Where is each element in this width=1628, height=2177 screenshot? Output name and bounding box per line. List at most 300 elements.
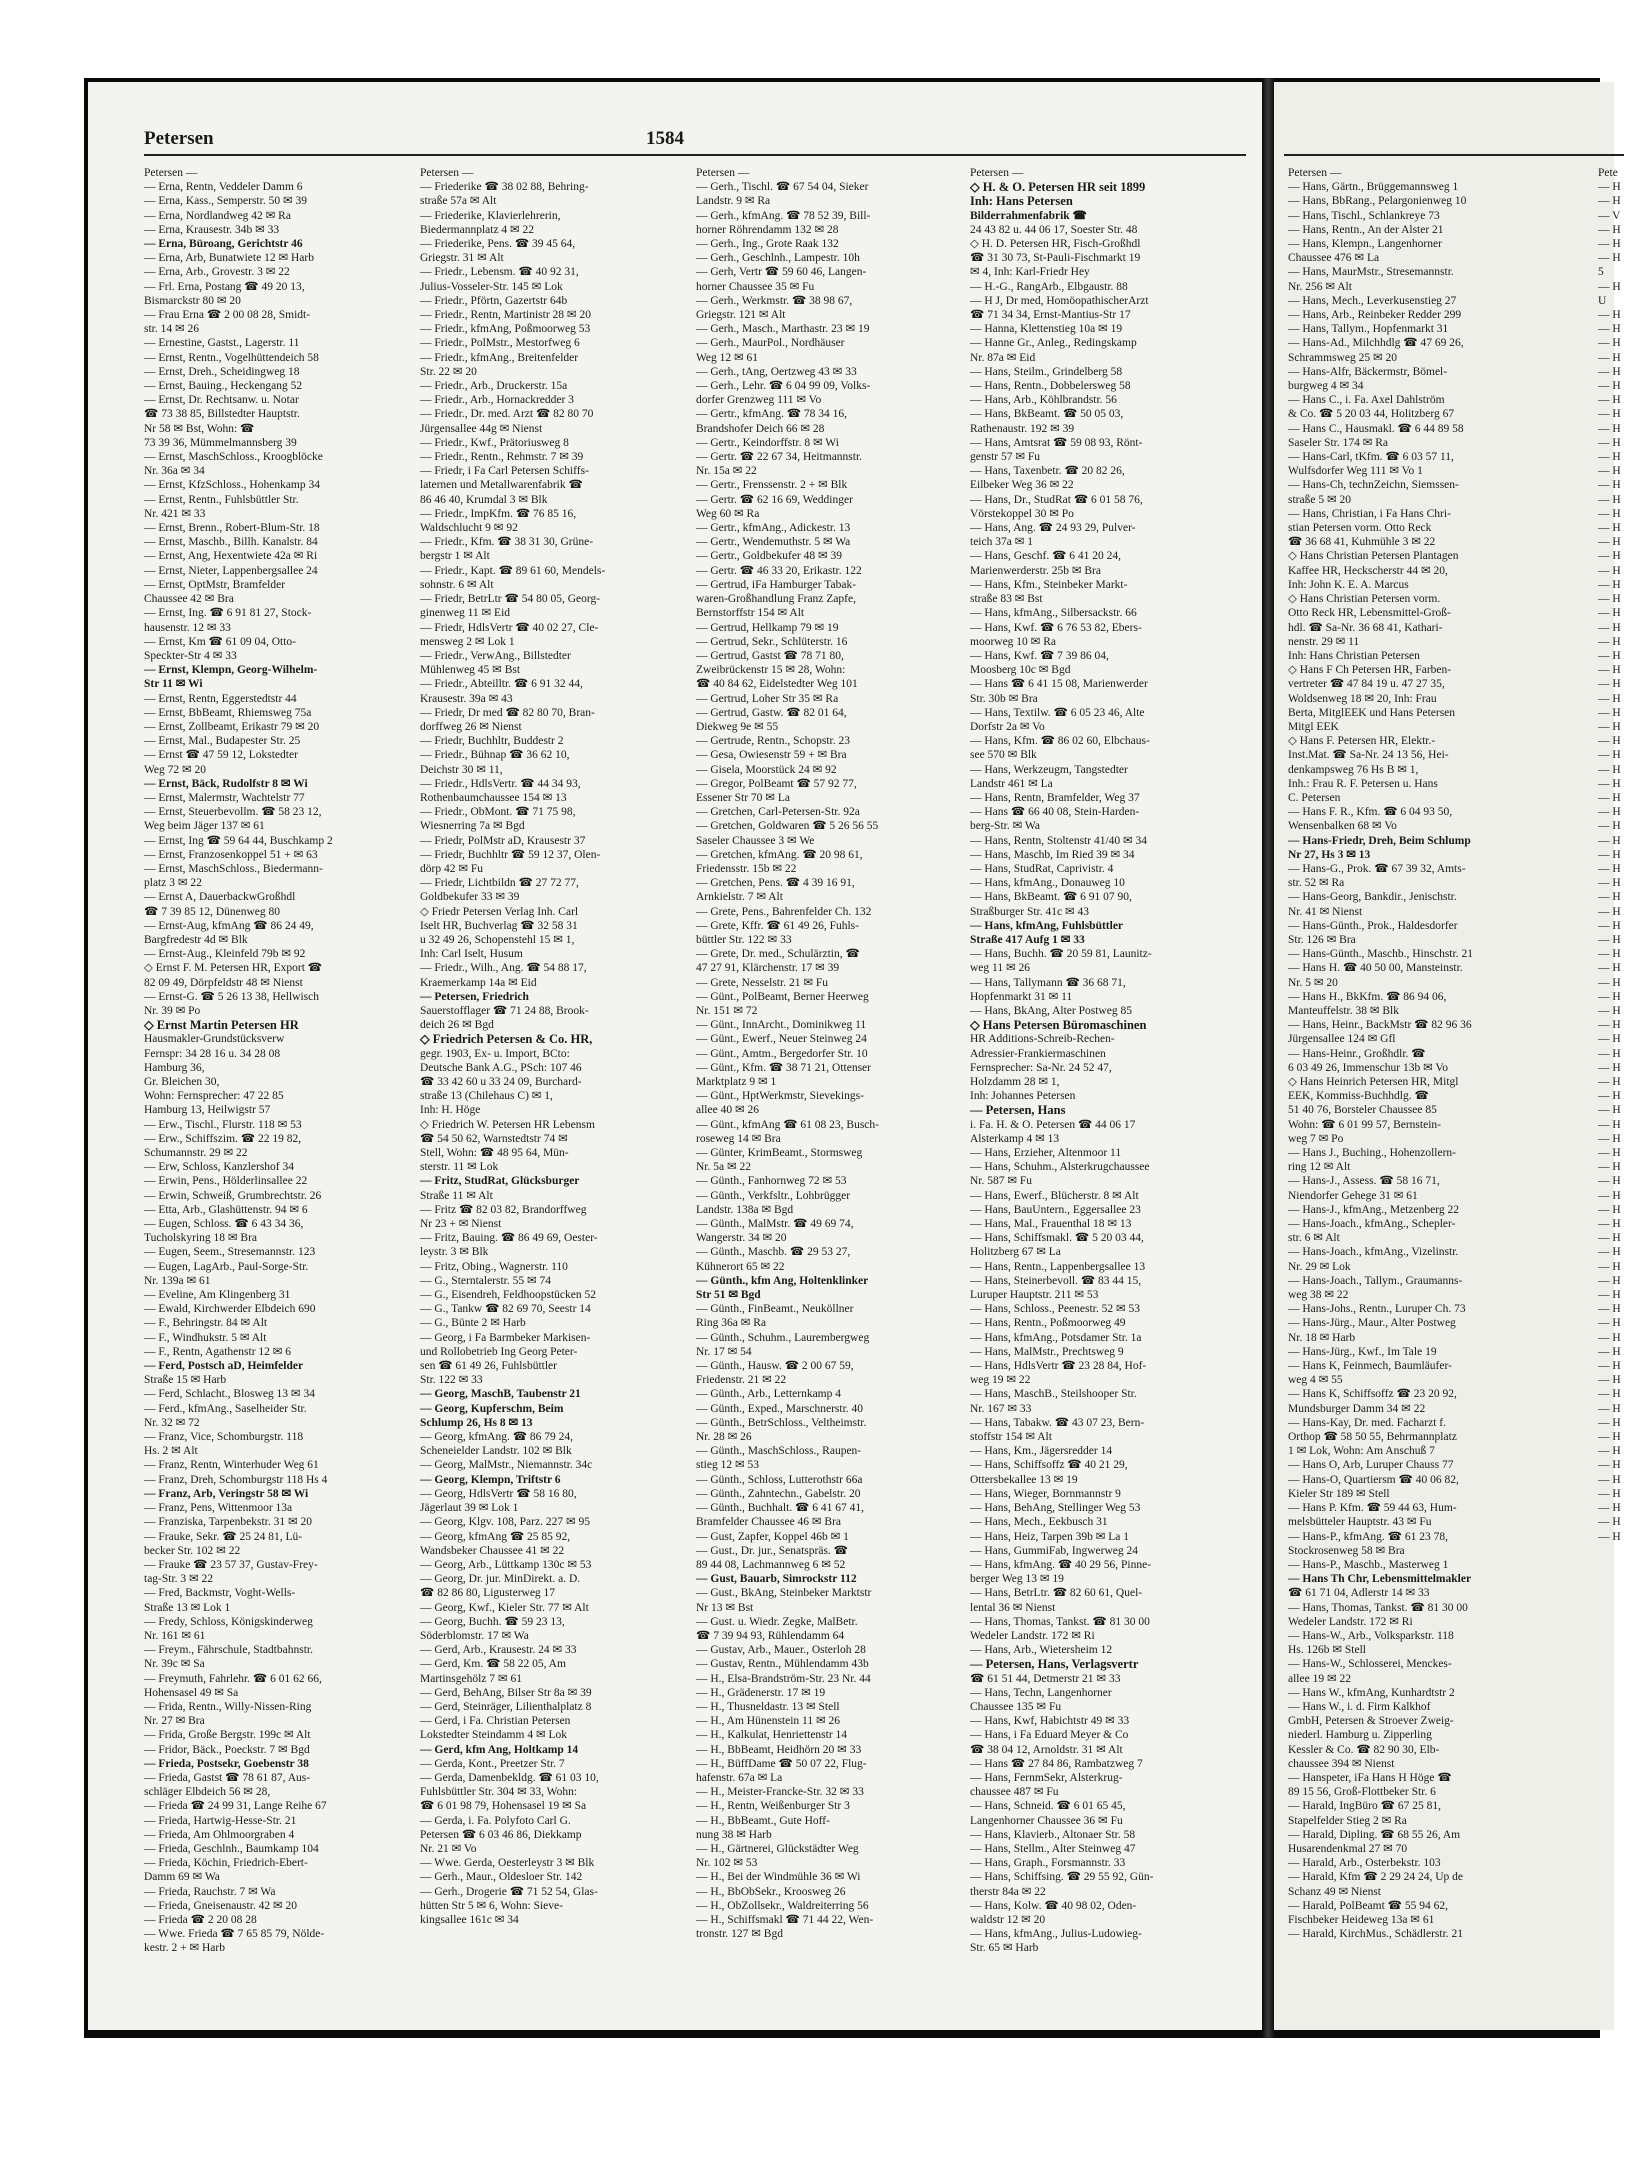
directory-entry: — Georg, Kwf., Kieler Str. 77 ✉ Alt: [420, 1601, 589, 1614]
directory-entry: Saseler Str. 174 ✉ Ra: [1288, 436, 1389, 449]
directory-entry: — Fritz, StudRat, Glücksburger: [420, 1175, 580, 1188]
directory-entry: — H: [1598, 862, 1621, 875]
directory-entry: — Friedr., Kwf., Prätoriusweg 8: [420, 436, 569, 449]
directory-entry: Wedeler Landstr. 172 ✉ Ri: [970, 1629, 1095, 1642]
directory-entry: — Günt., Ewerf., Neuer Steinweg 24: [696, 1033, 867, 1046]
directory-entry: burgweg 4 ✉ 34: [1288, 380, 1364, 393]
directory-entry: — Ernst, Steuerbevollm. ☎ 58 23 12,: [144, 806, 322, 819]
directory-entry: — Hans, Heiz, Tarpen 39b ✉ La 1: [970, 1530, 1130, 1543]
directory-entry: Kessler & Co. ☎ 82 90 30, Elb-: [1288, 1743, 1440, 1756]
directory-entry: — Friedr., ObMont. ☎ 71 75 98,: [420, 806, 576, 819]
directory-entry: — Hanna, Klettenstieg 10a ✉ 19: [970, 323, 1123, 336]
directory-entry: chaussee 394 ✉ Nienst: [1288, 1757, 1395, 1770]
directory-entry: — H: [1598, 1019, 1621, 1032]
directory-entry: EEK, Kommiss-Buchhdlg. ☎: [1288, 1090, 1429, 1103]
directory-entry: — Hans-Georg, Bankdir., Jenischstr.: [1288, 891, 1457, 904]
directory-entry: — Friedr, HdlsVertr ☎ 40 02 27, Cle-: [420, 621, 599, 634]
directory-entry: — H: [1598, 408, 1621, 421]
directory-entry: Inh: Hans Christian Petersen: [1288, 649, 1420, 662]
directory-entry: Mundsburger Damm 34 ✉ 22: [1288, 1402, 1426, 1415]
directory-entry: — Günt., Amtm., Bergedorfer Str. 10: [696, 1047, 868, 1060]
directory-entry: — Gerda, Kont., Preetzer Str. 7: [420, 1757, 565, 1770]
directory-entry: — Günth., Schuhm., Laurembergweg: [696, 1331, 870, 1344]
directory-entry: — Ernst, Bauing., Heckengang 52: [144, 380, 303, 393]
directory-entry: — Hans, Steinerbevoll. ☎ 83 44 15,: [970, 1274, 1142, 1287]
directory-entry: — Gerh., Tischl. ☎ 67 54 04, Sieker: [696, 181, 869, 194]
directory-entry: ◇ H. D. Petersen HR, Fisch-Großhdl: [970, 238, 1141, 251]
directory-entry: — Hanspeter, iFa Hans H Höge ☎: [1288, 1771, 1452, 1784]
directory-entry: — H: [1598, 891, 1621, 904]
directory-entry: — Gust., Dr. jur., Senatspräs. ☎: [696, 1544, 848, 1557]
directory-entry: Weg 12 ✉ 61: [696, 351, 759, 364]
directory-entry: — Hans, Wieger, Bornmannstr 9: [970, 1487, 1121, 1500]
directory-entry: — Günth., MaschSchloss., Raupen-: [696, 1445, 862, 1458]
directory-entry: — H: [1598, 834, 1621, 847]
directory-entry: Biedermannplatz 4 ✉ 22: [420, 223, 535, 236]
directory-entry: — Hans-Günth., Prok., Haldesdorfer: [1288, 919, 1458, 932]
directory-entry: — H: [1598, 1374, 1621, 1387]
directory-entry: — Hans, Arb., Köhlbrandstr. 56: [970, 394, 1117, 407]
directory-entry: Nr. 41 ✉ Nienst: [1288, 905, 1363, 918]
directory-entry: — Hans, Schneid. ☎ 6 01 65 45,: [970, 1800, 1126, 1813]
directory-entry: str. 14 ✉ 26: [144, 323, 200, 336]
directory-entry: — H: [1598, 962, 1621, 975]
directory-entry: — Gustav, Arb., Mauer., Osterloh 28: [696, 1644, 866, 1657]
directory-entry: waren-Großhandlung Franz Zapfe,: [696, 593, 856, 606]
directory-entry: Nr. 21 ✉ Vo: [420, 1842, 477, 1855]
directory-entry: — Gertrud, Loher Str 35 ✉ Ra: [696, 692, 839, 705]
directory-entry: ☎ 7 39 85 12, Dünenweg 80: [144, 905, 281, 918]
directory-entry: — Hans, kfmAng., Potsdamer Str. 1a: [970, 1331, 1142, 1344]
directory-entry: — Gerd, i Fa. Christian Petersen: [420, 1715, 571, 1728]
directory-entry: ◇ Hans Petersen Büromaschinen: [970, 1018, 1147, 1033]
directory-entry: Holitzberg 67 ✉ La: [970, 1246, 1061, 1259]
directory-entry: — Ferd, Schlacht., Blosweg 13 ✉ 34: [144, 1388, 315, 1401]
directory-entry: Nr. 36a ✉ 34: [144, 465, 205, 478]
directory-entry: — Fridor, Bäck., Poeckstr. 7 ✉ Bgd: [144, 1743, 310, 1756]
directory-entry: tronstr. 127 ✉ Bgd: [696, 1928, 783, 1941]
directory-entry: — Petersen, Friedrich: [420, 990, 529, 1003]
directory-entry: ☎ 33 42 60 u 33 24 09, Burchard-: [420, 1076, 582, 1088]
directory-entry: — Hans, kfmAng, Fuhlsbüttler: [970, 919, 1124, 932]
directory-entry: laternen und Metallwarenfabrik ☎: [420, 479, 583, 492]
directory-entry: 89 44 08, Lachmannweg 6 ✉ 52: [696, 1558, 846, 1571]
directory-entry: Stell, Wohn: ☎ 48 95 64, Mün-: [420, 1147, 569, 1160]
directory-entry: ◇ H. & O. Petersen HR seit 1899: [970, 180, 1146, 195]
directory-entry: — H: [1598, 635, 1621, 648]
directory-entry: vertreter ☎ 47 84 19 u. 47 27 35,: [1288, 678, 1445, 691]
directory-entry: — Hans, Schuhm., Alsterkrugchaussee: [970, 1161, 1150, 1174]
directory-entry: Petersen ☎ 6 03 46 86, Diekkamp: [420, 1828, 582, 1841]
directory-entry: weg 11 ✉ 26: [970, 962, 1030, 975]
directory-entry: — Hans H. ☎ 40 50 00, Mansteinstr.: [1288, 962, 1463, 975]
directory-entry: — Hans, Thomas, Tankst. ☎ 81 30 00: [970, 1615, 1150, 1628]
directory-entry: — Fritz, Bauing. ☎ 86 49 69, Oester-: [420, 1232, 598, 1245]
directory-entry: Krausestr. 39a ✉ 43: [420, 692, 513, 705]
directory-entry: — H: [1598, 1530, 1621, 1543]
directory-entry: — Gertr., Wendemuthstr. 5 ✉ Wa: [696, 536, 851, 549]
directory-entry: — Erw., Schiffszim. ☎ 22 19 82,: [144, 1132, 302, 1145]
directory-entry: — Gertr., Keindorffstr. 8 ✉ Wi: [696, 436, 839, 449]
directory-entry: — H: [1598, 1203, 1621, 1216]
directory-entry: — Hans, Mal., Frauenthal 18 ✉ 13: [970, 1218, 1132, 1231]
directory-entry: — H: [1598, 195, 1621, 208]
directory-entry: — H.-G., RangArb., Elbgaustr. 88: [970, 280, 1128, 293]
directory-entry: — Hans, Kolw. ☎ 40 98 02, Oden-: [970, 1899, 1137, 1912]
directory-entry: — Hans, Kwf. ☎ 6 76 53 82, Ebers-: [970, 621, 1142, 634]
directory-entry: Straße 417 Aufg 1 ✉ 33: [970, 933, 1085, 946]
directory-entry: kingsallee 161c ✉ 34: [420, 1913, 519, 1926]
directory-entry: — Frieda, Am Ohlmoorgraben 4: [144, 1828, 295, 1841]
directory-entry: Nr. 15a ✉ 22: [696, 465, 757, 478]
directory-entry: — Hans-W., Arb., Volksparkstr. 118: [1288, 1629, 1454, 1642]
directory-entry: — Friedr., Arb., Hornackredder 3: [420, 394, 574, 407]
directory-entry: — Frau Erna ☎ 2 00 08 28, Smidt-: [144, 309, 311, 322]
directory-entry: Nr. 18 ✉ Harb: [1288, 1331, 1356, 1344]
directory-entry: — H: [1598, 1104, 1621, 1117]
directory-entry: — Hans C., Hausmakl. ☎ 6 44 89 58: [1288, 422, 1464, 435]
directory-entry: sen ☎ 61 49 26, Fuhlsbüttler: [420, 1360, 557, 1373]
directory-entry: — Friedr., Abteilltr. ☎ 6 91 32 44,: [420, 678, 583, 691]
directory-entry: Lokstedter Steindamm 4 ✉ Lok: [420, 1729, 567, 1742]
directory-entry: — Ernst A, DauerbackwGroßhdl: [144, 891, 296, 904]
directory-entry: — Günth., Verkfsltr., Lohbrügger: [696, 1189, 851, 1202]
directory-entry: GmbH, Petersen & Stroever Zweig-: [1288, 1715, 1454, 1728]
directory-entry: Bramfelder Chaussee 46 ✉ Bra: [696, 1516, 842, 1529]
directory-entry: Ring 36a ✉ Ra: [696, 1317, 767, 1330]
directory-entry: Bernstorffstr 154 ✉ Alt: [696, 607, 805, 620]
directory-entry: — Gerd, BehAng, Bilser Str 8a ✉ 39: [420, 1686, 592, 1699]
directory-entry: — Hans, Arb., Wietersheim 12: [970, 1644, 1113, 1657]
directory-entry: — Ernst-Aug, kfmAng ☎ 86 24 49,: [144, 919, 314, 932]
directory-entry: — Grete, Pens., Bahrenfelder Ch. 132: [696, 905, 872, 918]
directory-entry: — Hans, Tabakw. ☎ 43 07 23, Bern-: [970, 1416, 1145, 1429]
directory-entry: — Erw, Schloss, Kanzlershof 34: [144, 1161, 295, 1174]
directory-entry: — H: [1598, 791, 1621, 804]
directory-entry: — Hans-Heinr., Großhdlr. ☎: [1288, 1047, 1426, 1060]
directory-entry: — Günt., InnArcht., Dominikweg 11: [696, 1019, 867, 1032]
directory-entry: — Günt., Kfm. ☎ 38 71 21, Ottenser: [696, 1061, 871, 1074]
directory-entry: Rothenbaumchaussee 154 ✉ 13: [420, 791, 567, 804]
directory-entry: — H: [1598, 1246, 1621, 1259]
directory-entry: Hamburg 36,: [144, 1061, 205, 1074]
directory-entry: — Hans, Geschf. ☎ 6 41 20 24,: [970, 550, 1122, 563]
directory-entry: — Frieda, Rauchstr. 7 ✉ Wa: [144, 1885, 276, 1898]
directory-entry: — Hans, MaschB., Steilshooper Str.: [970, 1388, 1137, 1401]
directory-entry: Fuhlsbüttler Str. 304 ✉ 33, Wohn:: [420, 1786, 578, 1799]
directory-entry: Petersen —: [1288, 167, 1342, 179]
directory-entry: — Günt., HptWerkmstr, Sievekings-: [696, 1090, 864, 1103]
directory-entry: — H: [1598, 280, 1621, 293]
directory-entry: — Georg, Arb., Lüttkamp 130c ✉ 53: [420, 1558, 592, 1571]
directory-entry: Bilderrahmenfabrik ☎: [970, 209, 1087, 222]
directory-entry: — Ernst, Mal., Budapester Str. 25: [144, 735, 301, 748]
directory-entry: — Grete, Kffr. ☎ 61 49 26, Fuhls-: [696, 919, 859, 932]
directory-entry: — Gretchen, Carl-Petersen-Str. 92a: [696, 806, 860, 819]
directory-entry: — Gerh., tAng, Oertzweg 43 ✉ 33: [696, 365, 857, 378]
directory-entry: — Gertr., kfmAng., Adickestr. 13: [696, 522, 851, 535]
directory-entry: — Erna, Nordlandweg 42 ✉ Ra: [144, 209, 291, 222]
directory-entry: — Hans-Friedr, Dreh, Beim Schlump: [1288, 834, 1471, 847]
directory-entry: — Friedr., Lebensm. ☎ 40 92 31,: [420, 266, 579, 279]
directory-entry: — Hans W., kfmAng, Kunhardtstr 2: [1288, 1686, 1455, 1699]
directory-entry: — Eugen, LagArb., Paul-Sorge-Str.: [144, 1260, 309, 1273]
directory-entry: — Gertr. ☎ 62 16 69, Weddinger: [696, 493, 853, 506]
directory-entry: — F., Windhukstr. 5 ✉ Alt: [144, 1331, 267, 1344]
directory-entry: — H., Bei der Windmühle 36 ✉ Wi: [696, 1871, 861, 1884]
directory-entry: Str. 30b ✉ Bra: [970, 692, 1038, 705]
directory-entry: Nr. 39c ✉ Sa: [144, 1658, 205, 1671]
directory-entry: — Hans ☎ 6 41 15 08, Marienwerder: [970, 678, 1148, 691]
directory-entry: — Hans, Rentn., An der Alster 21: [1288, 223, 1444, 236]
directory-entry: — H: [1598, 337, 1621, 350]
directory-entry: — Hans, Kwf, Habichtstr 49 ✉ 33: [970, 1715, 1130, 1728]
directory-entry: und Rollobetrieb Ing Georg Peter-: [420, 1345, 578, 1358]
directory-entry: — H: [1598, 678, 1621, 691]
directory-entry: — Friedr, i Fa Carl Petersen Schiffs-: [420, 465, 589, 478]
directory-entry: Str. 122 ✉ 33: [420, 1374, 483, 1387]
directory-entry: Hs. 2 ✉ Alt: [144, 1445, 198, 1458]
directory-entry: — Gretchen, Pens. ☎ 4 39 16 91,: [696, 877, 855, 890]
directory-entry: berg-Str. ✉ Wa: [970, 820, 1040, 833]
directory-entry: — Hanne Gr., Anleg., Redingskamp: [970, 337, 1137, 350]
directory-entry: — H: [1598, 1289, 1621, 1302]
directory-entry: — Hans, Rentn., Poßmoorweg 49: [970, 1317, 1126, 1330]
directory-entry: — Ernst, Ing. ☎ 6 91 81 27, Stock-: [144, 607, 312, 620]
directory-entry: — Friedr., kfmAng., Breitenfelder: [420, 351, 579, 364]
directory-entry: allee 19 ✉ 22: [1288, 1672, 1351, 1685]
directory-entry: Chaussee 42 ✉ Bra: [144, 593, 234, 606]
directory-entry: — Hans, Buchh. ☎ 20 59 81, Launitz-: [970, 948, 1152, 961]
directory-entry: — H: [1598, 919, 1621, 932]
directory-entry: — H., Grädenerstr. 17 ✉ 19: [696, 1686, 826, 1699]
directory-entry: Bargfredestr 4d ✉ Blk: [144, 933, 248, 946]
directory-entry: — Gerd, Steinräger, Lilienthalplatz 8: [420, 1700, 592, 1713]
directory-entry: Landstr. 138a ✉ Bgd: [696, 1203, 794, 1216]
directory-entry: denkampsweg 76 Hs B ✉ 1,: [1288, 763, 1419, 776]
directory-entry: — Frauke ☎ 23 57 37, Gustav-Frey-: [144, 1558, 318, 1571]
directory-entry: — Franz, Vice, Schomburgstr. 118: [144, 1431, 304, 1444]
directory-entry: — H., Meister-Francke-Str. 32 ✉ 33: [696, 1786, 864, 1799]
directory-entry: Petersen —: [144, 167, 198, 179]
directory-entry: — Günt., kfmAng ☎ 61 08 23, Busch-: [696, 1118, 879, 1131]
directory-entry: — Hans P. Kfm. ☎ 59 44 63, Hum-: [1288, 1502, 1457, 1515]
directory-entry: ☎ 71 34 34, Ernst-Mantius-Str 17: [970, 309, 1131, 322]
directory-entry: — H: [1598, 1402, 1621, 1415]
directory-entry: — Ernst, Rentn., Vogelhüttendeich 58: [144, 351, 319, 364]
directory-entry: Nr. 29 ✉ Lok: [1288, 1260, 1351, 1273]
directory-entry: straße 5 ✉ 20: [1288, 493, 1351, 506]
directory-entry: Friedenstr. 21 ✉ 22: [696, 1374, 787, 1387]
directory-entry: — Ferd., kfmAng., Saselheider Str.: [144, 1402, 307, 1415]
directory-entry: Schanz 49 ✉ Nienst: [1288, 1885, 1381, 1898]
directory-entry: — Erwin, Schweiß, Grumbrechtstr. 26: [144, 1189, 322, 1202]
directory-entry: — Franz, Rentn, Winterhuder Weg 61: [144, 1459, 319, 1472]
directory-entry: ◇ Hans Heinrich Petersen HR, Mitgl: [1288, 1076, 1459, 1088]
directory-entry: ☎ 54 50 62, Warnstedtstr 74 ✉: [420, 1132, 568, 1145]
directory-entry: — H: [1598, 1090, 1621, 1103]
directory-entry: 5: [1598, 266, 1604, 279]
directory-entry: — Friedr., VerwAng., Billstedter: [420, 649, 571, 662]
directory-entry: — F., Rentn, Agathenstr 12 ✉ 6: [144, 1345, 292, 1358]
directory-entry: Str. 65 ✉ Harb: [970, 1942, 1039, 1955]
directory-entry: — H., BbBeamt., Gute Hoff-: [696, 1814, 830, 1827]
directory-entry: horner Chaussee 35 ✉ Fu: [696, 280, 815, 293]
directory-entry: ✉ 4, Inh: Karl-Friedr Hey: [970, 266, 1090, 279]
directory-entry: Nr. 421 ✉ 33: [144, 507, 206, 520]
directory-entry: Woldsenweg 18 ✉ 20, Inh: Frau: [1288, 692, 1437, 705]
directory-entry: — Hans H., BkKfm. ☎ 86 94 06,: [1288, 990, 1447, 1003]
directory-entry: — Hans, kfmAng., Donauweg 10: [970, 877, 1125, 890]
directory-entry: — Hans-Günth., Maschb., Hinschstr. 21: [1288, 948, 1473, 961]
directory-entry: — Günth., Arb., Letternkamp 4: [696, 1388, 842, 1401]
directory-entry: dörp 42 ✉ Fu: [420, 862, 483, 875]
directory-entry: ☎ 7 39 94 93, Rühlendamm 64: [696, 1629, 845, 1642]
directory-entry: — Ernst, Dreh., Scheidingweg 18: [144, 365, 300, 378]
directory-entry: — Gerda, Damenbekldg. ☎ 61 03 10,: [420, 1771, 599, 1784]
directory-entry: Nr 13 ✉ Bst: [696, 1601, 754, 1614]
directory-entry: — Gerh., Werkmstr. ☎ 38 98 67,: [696, 294, 853, 307]
directory-entry: Wangerstr. 34 ✉ 20: [696, 1232, 787, 1245]
directory-entry: Wohn: Fernsprecher: 47 22 85: [144, 1090, 284, 1103]
directory-entry: Hs. 126b ✉ Stell: [1288, 1644, 1367, 1657]
directory-entry: Berta, MitglEEK und Hans Petersen: [1288, 706, 1456, 719]
directory-entry: deich 26 ✉ Bgd: [420, 1019, 494, 1032]
directory-entry: — Hans, Mech., Leverkusenstieg 27: [1288, 294, 1457, 307]
directory-entry: — Friedr., ImpKfm. ☎ 76 85 16,: [420, 507, 577, 520]
directory-entry: — Hans, kfmAng., Julius-Ludowieg-: [970, 1928, 1142, 1941]
directory-entry: — H: [1598, 1317, 1621, 1330]
directory-entry: — Hans, MalMstr., Prechtsweg 9: [970, 1345, 1124, 1358]
directory-entry: 51 40 76, Borsteler Chaussee 85: [1288, 1104, 1437, 1117]
directory-entry: — Frida, Große Bergstr. 199c ✉ Alt: [144, 1729, 311, 1742]
directory-entry: — Gertrud, Gastst ☎ 78 71 80,: [696, 649, 844, 662]
directory-entry: Schumannstr. 29 ✉ 22: [144, 1147, 248, 1160]
directory-entry: — Hans, Techn, Langenhorner: [970, 1686, 1112, 1699]
directory-entry: — H., BbBeamt, Heidhörn 20 ✉ 33: [696, 1743, 862, 1756]
directory-entry: — Gerd, kfm Ang, Holtkamp 14: [420, 1743, 579, 1756]
directory-entry: Fernspr: 34 28 16 u. 34 28 08: [144, 1047, 281, 1060]
directory-entry: — H: [1598, 238, 1621, 251]
directory-entry: — Gerh., Ing., Grote Raak 132: [696, 238, 839, 251]
directory-entry: — Frieda ☎ 2 20 08 28: [144, 1913, 257, 1926]
directory-entry: — Hans, Dr., StudRat ☎ 6 01 58 76,: [970, 493, 1143, 506]
directory-entry: — Hans, Klempn., Langenhorner: [1288, 238, 1442, 251]
directory-entry: — Ernst, OptMstr, Bramfelder: [144, 578, 286, 591]
directory-entry: — Ernst, Malermstr, Wachtelstr 77: [144, 791, 305, 804]
directory-entry: — H: [1598, 451, 1621, 464]
directory-entry: — Franz, Dreh, Schomburgstr 118 Hs 4: [144, 1473, 328, 1486]
directory-entry: 73 39 36, Mümmelmannsberg 39: [144, 436, 297, 449]
directory-entry: — H: [1598, 806, 1621, 819]
directory-entry: Nr. 87a ✉ Eid: [970, 351, 1036, 364]
directory-entry: — H: [1598, 1218, 1621, 1231]
directory-entry: Eilbeker Weg 36 ✉ 22: [970, 479, 1074, 492]
directory-entry: — Hans, Rentn, Stoltenstr 41/40 ✉ 34: [970, 834, 1148, 847]
directory-entry: Sauerstofflager ☎ 71 24 88, Brook-: [420, 1004, 589, 1017]
directory-entry: Griegstr. 31 ✉ Alt: [420, 252, 504, 265]
directory-entry: — Gretchen, kfmAng. ☎ 20 98 61,: [696, 848, 863, 861]
directory-entry: — H: [1598, 1331, 1621, 1344]
directory-entry: Tucholskyring 18 ✉ Bra: [144, 1232, 258, 1245]
directory-entry: — H., BüffDame ☎ 50 07 22, Flug-: [696, 1757, 867, 1770]
directory-entry: — H: [1598, 820, 1621, 833]
directory-entry: bergstr 1 ✉ Alt: [420, 550, 490, 563]
directory-entry: — Hans, Kfm., Steinbeker Markt-: [970, 578, 1128, 591]
directory-entry: — Frieda, Gastst ☎ 78 61 87, Aus-: [144, 1771, 311, 1784]
directory-entry: see 570 ✉ Blk: [970, 749, 1037, 762]
directory-entry: — Fred, Backmstr, Voght-Wells-: [144, 1587, 296, 1600]
directory-entry: — Friedr., Wilh., Ang. ☎ 54 88 17,: [420, 962, 587, 975]
directory-entry: — H: [1598, 493, 1621, 506]
directory-entry: Holzdamm 28 ✉ 1,: [970, 1076, 1060, 1088]
directory-page: [88, 82, 1262, 2030]
directory-entry: — Gregor, PolBeamt ☎ 57 92 77,: [696, 777, 857, 790]
directory-entry: — Ferd, Postsch aD, Heimfelder: [144, 1360, 304, 1373]
directory-entry: Mühlenweg 45 ✉ Bst: [420, 664, 521, 677]
directory-entry: hütten Str 5 ✉ 6, Wohn: Sieve-: [420, 1899, 563, 1912]
directory-entry: — H: [1598, 1232, 1621, 1245]
directory-entry: Inh.: Frau R. F. Petersen u. Hans: [1288, 777, 1438, 790]
directory-entry: dorfer Grenzweg 111 ✉ Vo: [696, 394, 822, 407]
directory-entry: — Gerh, Vertr ☎ 59 60 46, Langen-: [696, 266, 867, 279]
directory-entry: Söderblomstr. 17 ✉ Wa: [420, 1629, 529, 1642]
directory-entry: Nr. 39 ✉ Po: [144, 1004, 201, 1017]
directory-entry: — Hans K, Schiffsoffz ☎ 23 20 92,: [1288, 1388, 1457, 1401]
directory-entry: — Hans C., i. Fa. Axel Dahlström: [1288, 394, 1445, 407]
directory-entry: Nr. 587 ✉ Fu: [970, 1175, 1033, 1188]
directory-entry: — Hans W., i. d. Firm Kalkhof: [1288, 1700, 1431, 1713]
directory-entry: genstr 57 ✉ Fu: [970, 451, 1041, 464]
directory-entry: — Hans-Joach., kfmAng., Vizelinstr.: [1288, 1246, 1459, 1259]
directory-entry: 82 09 49, Dörpfeldstr 48 ✉ Nienst: [144, 976, 303, 989]
directory-entry: — Ernst, Brenn., Robert-Blum-Str. 18: [144, 522, 320, 535]
directory-entry: — H: [1598, 692, 1621, 705]
directory-entry: Fernsprecher: Sa-Nr. 24 52 47,: [970, 1061, 1112, 1074]
directory-entry: — Georg, MaschB, Taubenstr 21: [420, 1388, 581, 1401]
directory-entry: — Georg, i Fa Barmbeker Markisen-: [420, 1331, 591, 1344]
directory-entry: — Hans-Joach., kfmAng., Schepler-: [1288, 1218, 1456, 1231]
directory-entry: — Ernst, Nieter, Lappenbergsallee 24: [144, 564, 318, 577]
directory-entry: — Friederike ☎ 38 02 88, Behring-: [420, 181, 589, 194]
directory-entry: — Hans, BauUntern., Eggersallee 23: [970, 1203, 1141, 1216]
directory-entry: — Georg, kfmAng ☎ 25 85 92,: [420, 1530, 571, 1543]
directory-entry: Kieler Str 189 ✉ Stell: [1288, 1487, 1390, 1500]
directory-entry: ◇ Ernst F. M. Petersen HR, Export ☎: [144, 962, 323, 975]
directory-entry: — Gisela, Moorstück 24 ✉ 92: [696, 763, 837, 776]
directory-entry: — Gerh., Lehr. ☎ 6 04 99 09, Volks-: [696, 380, 871, 393]
directory-entry: — Gertrud, Gastw. ☎ 82 01 64,: [696, 706, 847, 719]
directory-entry: — Hans, HdlsVertr ☎ 23 28 84, Hof-: [970, 1360, 1147, 1373]
directory-entry: — Friederike, Pens. ☎ 39 45 64,: [420, 238, 576, 251]
directory-entry: Wohn: ☎ 6 01 99 57, Bernstein-: [1288, 1118, 1441, 1131]
directory-entry: nenstr. 29 ✉ 11: [1288, 635, 1360, 648]
column-2: [420, 166, 676, 2016]
directory-entry: Inh: Hans Petersen: [970, 194, 1073, 209]
facing-page: [1274, 82, 1621, 2030]
directory-entry: ◇ Friedrich W. Petersen HR Lebensm: [420, 1118, 595, 1131]
directory-entry: — H: [1598, 1004, 1621, 1017]
directory-entry: Luruper Hauptstr. 211 ✉ 53: [970, 1289, 1099, 1302]
directory-entry: — H: [1598, 777, 1621, 790]
directory-entry: Hohensasel 49 ✉ Sa: [144, 1686, 239, 1699]
directory-entry: 1 ✉ Lok, Wohn: Am Anschuß 7: [1288, 1445, 1435, 1458]
directory-entry: — H: [1598, 1161, 1621, 1174]
directory-entry: gegr. 1903, Ex- u. Import, BCto:: [420, 1047, 570, 1060]
directory-entry: — Gesa, Owiesenstr 59 + ✉ Bra: [696, 749, 847, 762]
directory-entry: — Freym., Fährschule, Stadtbahnstr.: [144, 1644, 313, 1657]
directory-entry: — Hans, BkBeamt. ☎ 6 91 07 90,: [970, 891, 1132, 904]
